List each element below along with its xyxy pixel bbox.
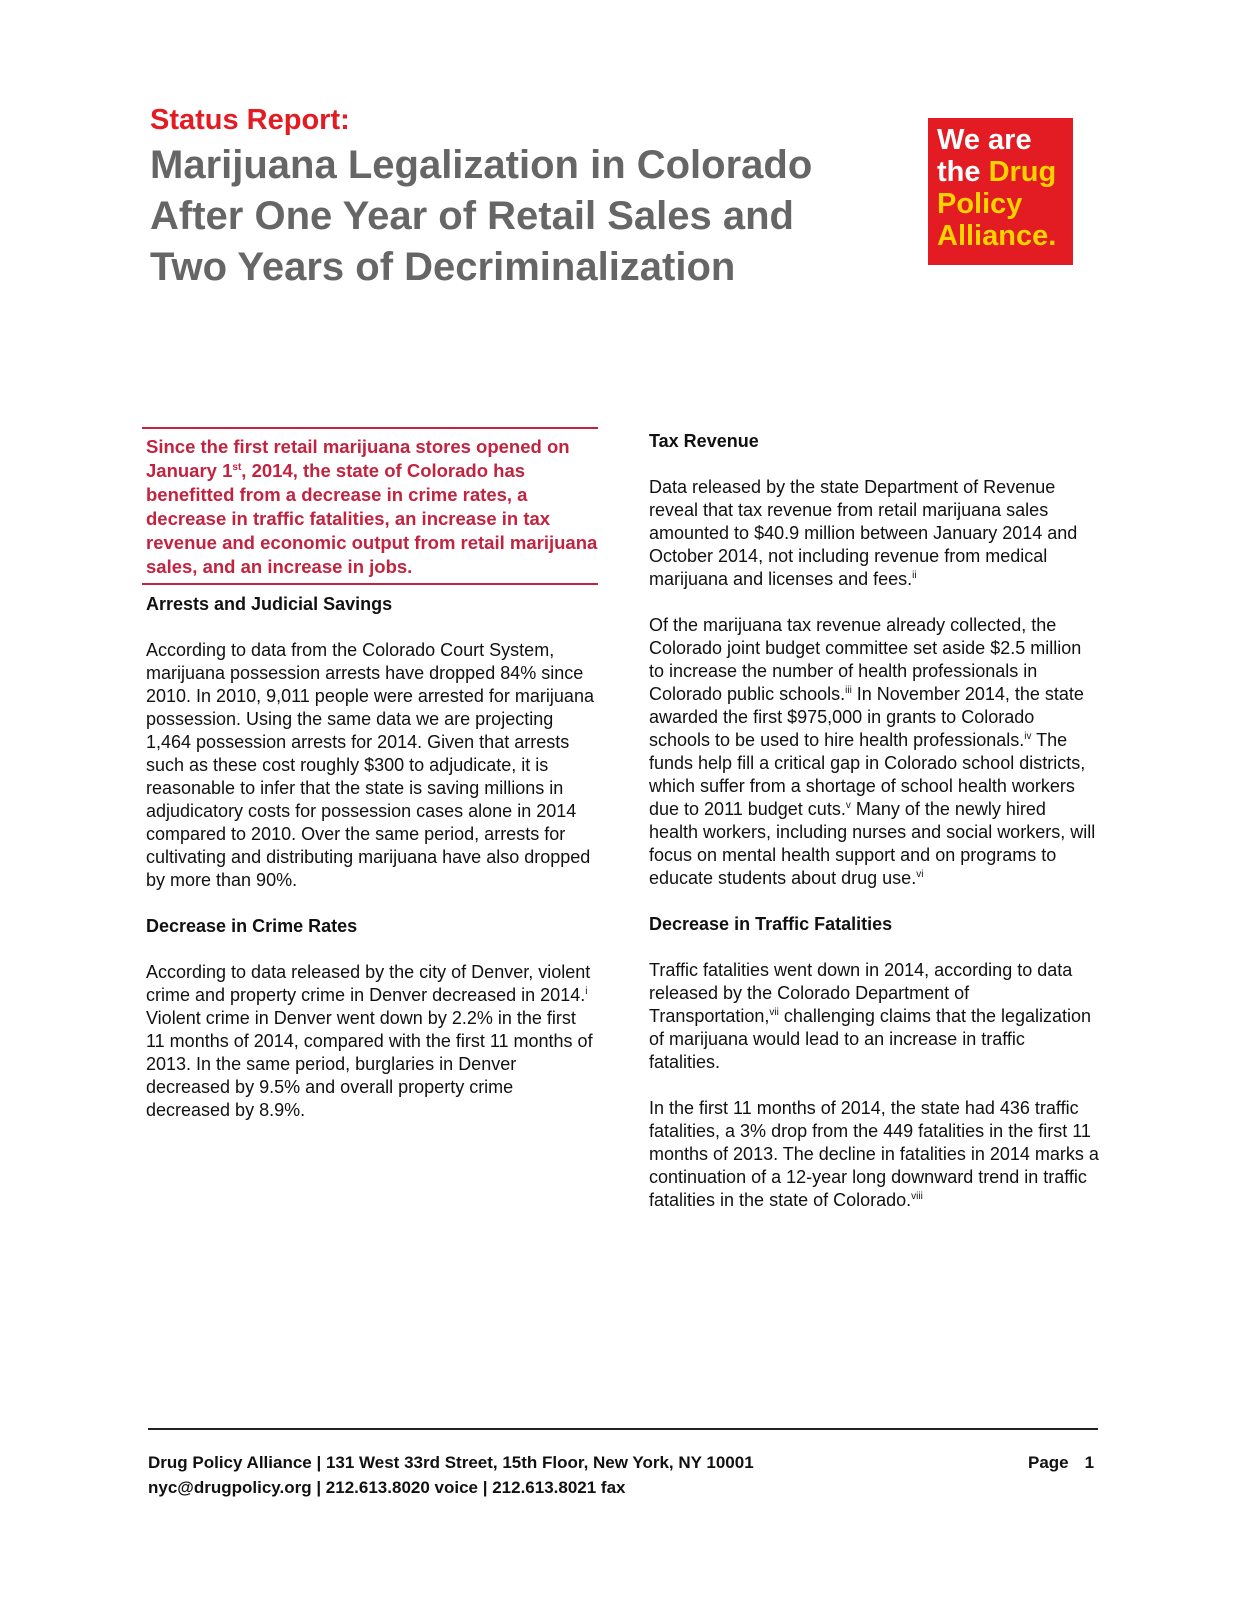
arrests-heading: Arrests and Judicial Savings [146, 594, 393, 614]
logo-line-4: Alliance. [937, 220, 1057, 252]
traffic-text-2: In the first 11 months of 2014, the state had 436 traffic fatalities, a 3% drop from the 449 fatalities in the first 11 months of 2013. The decline in fatalities in 2014 marks a continuation of a 12-year long downward trend in traffic fatalities in the state of Colorado.$^{viii}$ [649, 1098, 1099, 1210]
crime-text: According to data released by the city of Denver, violent crime and property crime in Denver decreased in 2014.$^i$ Violent crime in Denver went down by 2.2% in the first 11 months of 2014, compared with the first 11 months of 2013. In the same period, burglaries in Denver decreased by 9.5% and overall property crime decreased by 8.9%. [146, 962, 593, 1120]
page-number: Page 1 [1028, 1453, 1095, 1472]
logo-line-1: We are [937, 124, 1032, 156]
right-column [649, 430, 1099, 1235]
footer-contact [148, 1450, 754, 1500]
footer-address: Drug Policy Alliance | 131 West 33rd Street, 15th Floor, New York, NY 10001 [148, 1453, 754, 1472]
page-title: Marijuana Legalization in Colorado After One Year of Retail Sales and Two Years of Decriminalization [150, 143, 813, 289]
lede-callout: Since the first retail marijuana stores opened on January 1st, 2014, the state of Colorado has benefitted from a decrease in crime rates, a decrease in traffic fatalities, an increase in tax revenue and economic output from retail marijuana sales, and an increase in jobs. [142, 427, 598, 585]
logo-line-2: the Drug [937, 156, 1057, 188]
logo-line-3: Policy [937, 188, 1023, 220]
arrests-text: According to data from the Colorado Court System, marijuana possession arrests have dropped 84% since 2010. In 2010, 9,011 people were arrested for marijuana possession. Using the same data we are projecting 1,464 possession arrests for 2014. Given that arrests such as these cost roughly $300 to adjudicate, it is reasonable to infer that the state is saving millions in adjudicatory costs for possession cases alone in 2014 compared to 2010. Over the same period, arrests for cultivating and distributing marijuana have also dropped by more than 90%. [146, 640, 594, 890]
crime-heading: Decrease in Crime Rates [146, 916, 358, 936]
tax-heading: Tax Revenue [649, 431, 759, 451]
tax-text-2: Of the marijuana tax revenue already collected, the Colorado joint budget committee set aside $2.5 million to increase the number of health professionals in Colorado public schools.$^{iii}$ In November 2014, the state awarded the first $975,000 in grants to Colorado schools to be used to hire health professionals.$^{iv}$ The funds help fill a critical gap in Colorado school districts, which suffer from a shortage of school health workers due to 2011 budget cuts.$^v$ Many of the newly hired health workers, including nurses and social workers, will focus on mental health support and on programs to educate students about drug use.$^{vi}$ [649, 615, 1096, 888]
report-label: Status Report: [150, 104, 350, 136]
footer-divider [148, 1428, 1098, 1430]
tax-text-1: Data released by the state Department of Revenue reveal that tax revenue from retail marijuana sales amounted to $40.9 million between January 2014 and October 2014, not including revenue from medical marijuana and licenses and fees.$^{ii}$ [649, 477, 1078, 589]
logo [928, 118, 1073, 265]
traffic-heading: Decrease in Traffic Fatalities [649, 914, 893, 934]
traffic-text-1: Traffic fatalities went down in 2014, according to data released by the Colorado Department of Transportation,$^{vii}$ challenging claims that the legalization of marijuana would lead to an increase in traffic fatalities. [649, 960, 1092, 1072]
footer-email-phone: nyc@drugpolicy.org | 212.613.8020 voice | 212.613.8021 fax [148, 1478, 626, 1497]
left-column [146, 593, 594, 1145]
